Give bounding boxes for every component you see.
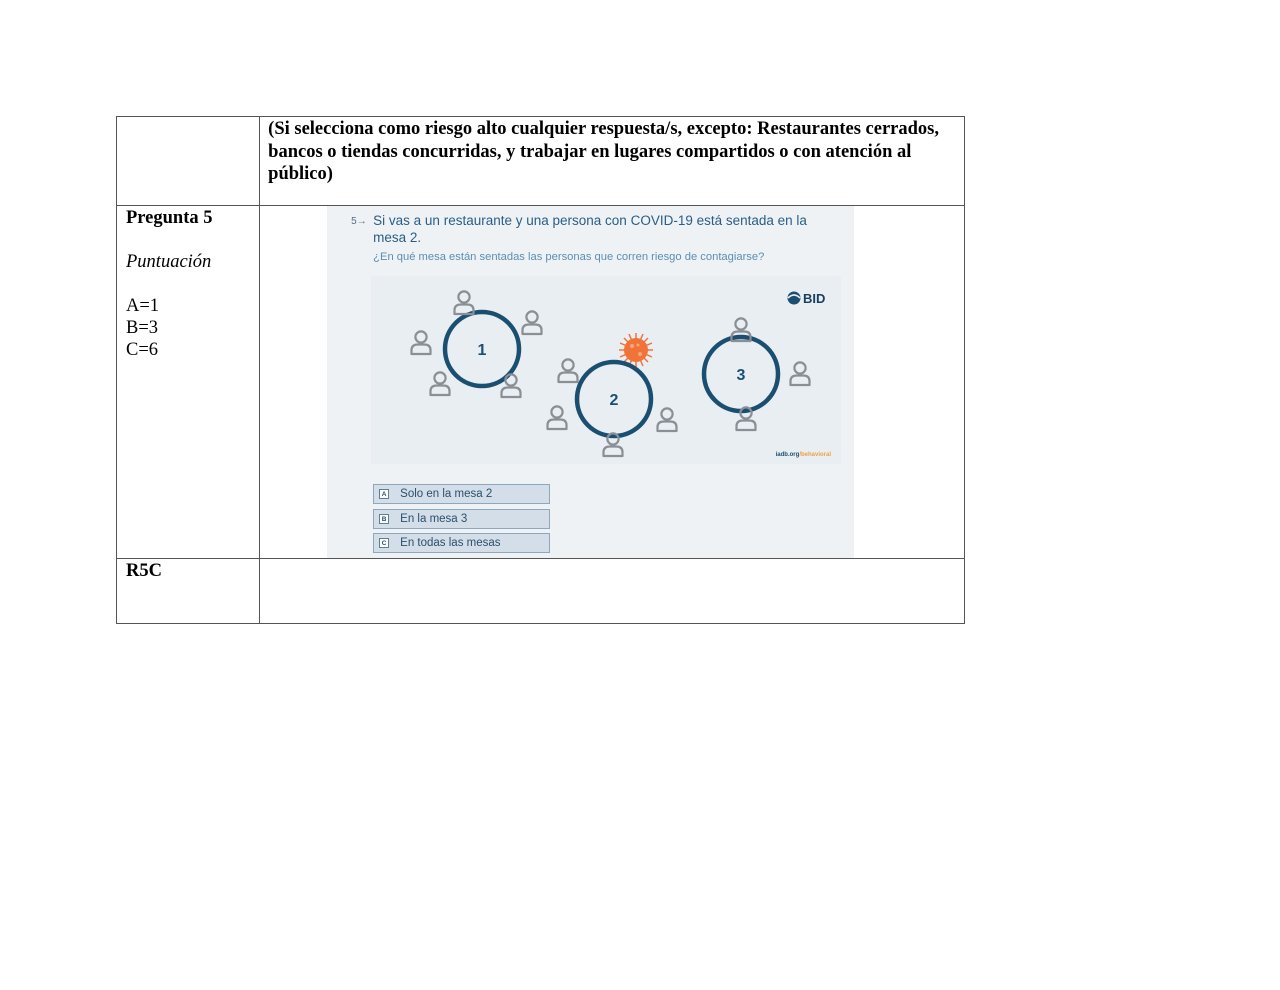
note-cell [260,117,965,206]
option-c-button[interactable] [373,533,550,553]
person-icon [658,408,677,431]
table-2-label: 2 [609,392,619,409]
question-number: 5→ [351,216,367,227]
person-icon [559,359,578,382]
question-cell [117,206,260,559]
table-row [117,559,965,624]
option-label: Solo en la mesa 2 [400,488,493,500]
option-label: En la mesa 3 [400,513,468,525]
score-a: A=1 [126,296,160,316]
code-cell [117,559,260,624]
restaurant-illustration [327,206,854,558]
table-1-label: 1 [477,342,487,359]
score-b: B=3 [126,318,159,338]
empty-cell [260,559,965,624]
document-table [116,116,965,624]
option-a-button[interactable] [373,484,550,504]
score-c: C=6 [126,340,159,360]
exception-note: (Si selecciona como riesgo alto cualquier respuesta/s, excepto: Restaurantes cerrados, bancos o tiendas concurridas, y trabajar en lugares compartidos o con atención al público) [268,119,940,184]
table-row [117,117,965,206]
person-icon [791,362,810,385]
option-key: C [379,538,389,548]
option-b-button[interactable] [373,509,550,529]
bid-logo-icon [788,291,826,306]
person-icon [455,291,474,314]
source-url: iadb.org/behavioral [775,452,832,458]
person-icon [412,331,431,354]
option-key: B [379,514,389,524]
question-label: Pregunta 5 [126,208,213,228]
bid-logo-text: BID [803,291,826,306]
person-icon [523,311,542,334]
option-label: En todas las mesas [400,537,501,549]
table-row [117,206,965,559]
option-key: A [379,489,389,499]
score-label: Puntuación [126,252,212,272]
figure-cell [260,206,965,559]
person-icon [431,372,450,395]
figure-subtitle: ¿En qué mesa están sentadas las personas que corren riesgo de contagiarse? [373,251,765,263]
person-icon [548,406,567,429]
question-figure [327,206,854,558]
table-3-label: 3 [736,367,746,384]
empty-cell [117,117,260,206]
figure-title: Si vas a un restaurante y una persona con COVID-19 está sentada en la mesa 2. [373,213,807,245]
response-code: R5C [126,561,162,581]
